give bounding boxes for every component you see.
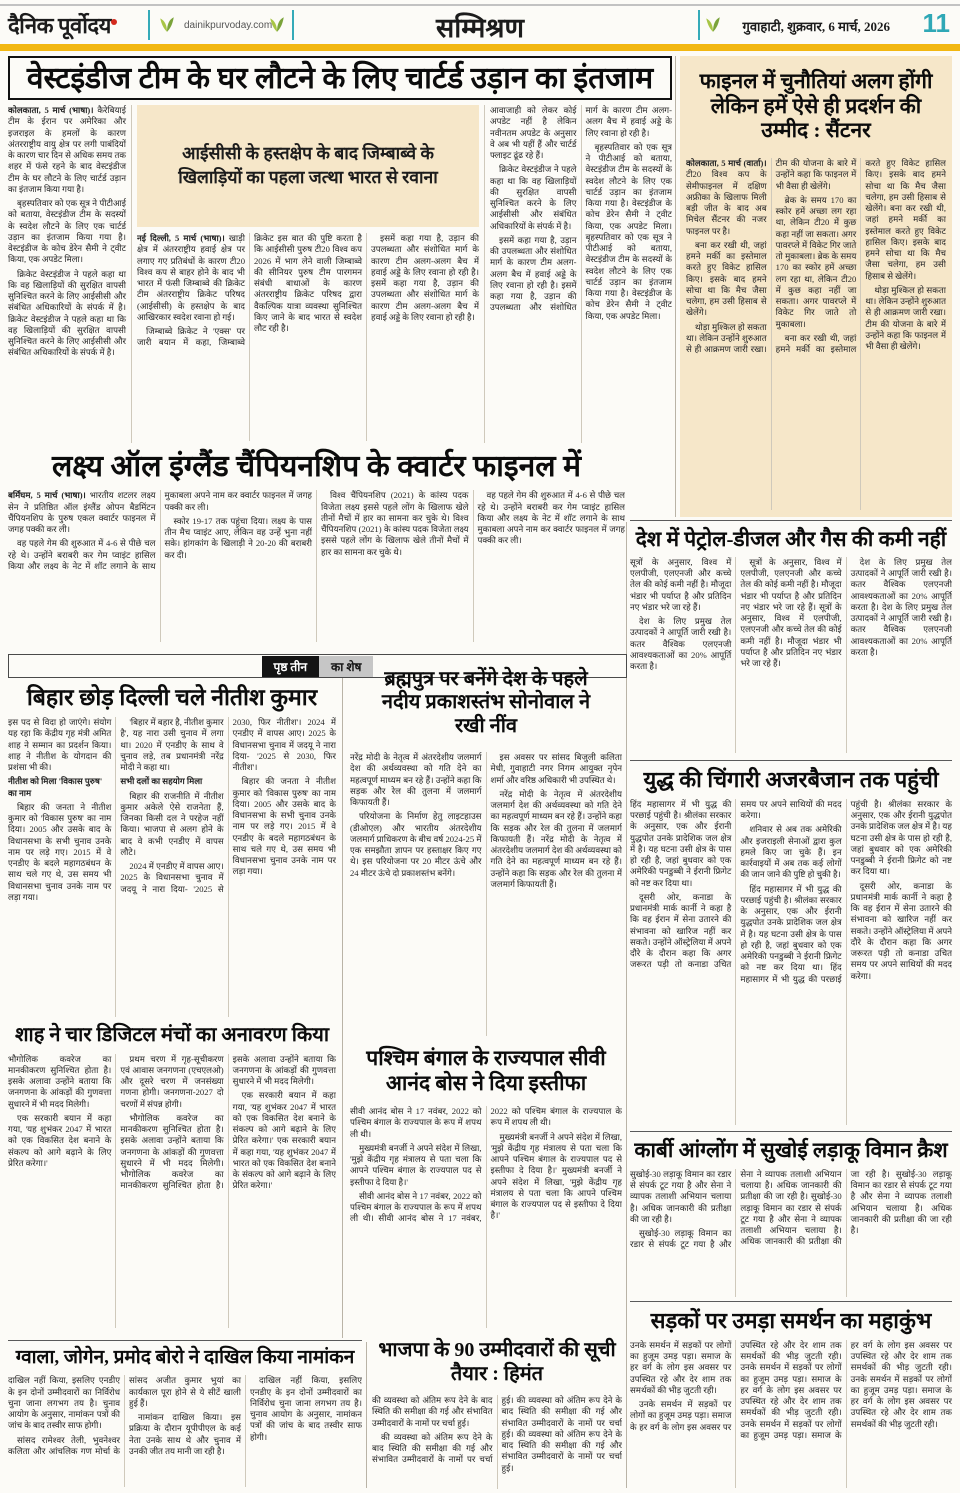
body-paragraph: क्रिकेट वेस्टइंडीज ने पहले कहा था कि वह खिलाड़ियों की सुरक्षित वापसी सुनिश्चित करने के लिए आईसीसी और संबंधित अधिकारियों के संपर्क में है। क्रिकेट वेस्टइंडीज ने पहले कहा था कि वह खिलाड़ियों की सुरक्षित वापसी सुनिश्चित करने के लिए आईसीसी और संबंधित अधिकारियों के संपर्क में है।	[8, 268, 126, 358]
article-westindies	[8, 56, 672, 445]
article-lakshya	[8, 447, 625, 650]
article-body-columns	[8, 490, 625, 642]
body-paragraph: ब्रेक के समय 170 का स्कोर हमें अच्छा लग रहा था, लेकिन टी20 में कुछ कहा नहीं जा सकता। अगर पावरप्ले में विकेट गिर जाते तो मुकाबला। ब्रेक के समय 170 का स्कोर हमें अच्छा लग रहा था, लेकिन टी20 में कुछ कहा नहीं जा सकता। अगर पावरप्ले में विकेट गिर जाते तो मुकाबला।	[775, 194, 857, 329]
section-title: सम्मिश्रण	[435, 13, 525, 43]
body-paragraph: आवाजाही को लेकर कोई अपडेट नहीं है लेकिन नवीनतम अपडेट के अनुसार वे अब भी यहीं हैं और चार्टर्ड फ्लाइट ढूंढ रहे हैं।	[490, 105, 577, 160]
body-paragraph: बृहस्पतिवार को एक सूत्र ने पीटीआई को बताया, वेस्टइंडीज टीम के सदस्यों के स्वदेश लौटने के लिए एक चार्टर्ड उड़ान का इंतजाम किया गया है। वेस्टइंडीज के कोच डेरेन सैमी ने ट्वीट किया, एक अपडेट मिला। बृहस्पतिवार को एक सूत्र ने पीटीआई को बताया, वेस्टइंडीज टीम के सदस्यों के स्वदेश लौटने के लिए एक चार्टर्ड उड़ान का इंतजाम किया गया है। वेस्टइंडीज के कोच डेरेन सैमी ने ट्वीट किया, एक अपडेट मिला।	[585, 141, 672, 321]
headline-nominations: ग्वाला, जोगेन, प्रमोद बोरो ने दाखिल किया नामांकन	[15, 1347, 355, 1368]
body-paragraph: नरेंद्र मोदी के नेतृत्व में अंतरदेशीय जलमार्ग देश की अर्थव्यवस्था को गति देने का महत्वपूर्ण माध्यम बन रहे हैं। उन्होंने कहा कि सड़क और रेल की तुलना में जलमार्ग किफायती हैं। नरेंद्र मोदी के नेतृत्व में अंतरदेशीय जलमार्ग देश की अर्थव्यवस्था को गति देने का महत्वपूर्ण माध्यम बन रहे हैं। उन्होंने कहा कि सड़क और रेल की तुलना में जलमार्ग किफायती हैं।	[490, 788, 622, 889]
headline-nitish: बिहार छोड़ दिल्ली चले नीतीश कुमार	[26, 685, 318, 710]
body-paragraph: इसमें कहा गया है, उड़ान की उपलब्धता और संशोधित मार्ग के कारण टीम अलग-अलग बैच में हवाई अड्डे के लिए रवाना हो रही है। इसमें कहा गया है, उड़ान की उपलब्धता और संशोधित मार्ग के कारण टीम अलग-अलग बैच में हवाई अड्डे के लिए रवाना हो रही है।	[371, 233, 479, 322]
column-divider	[366, 1342, 367, 1488]
article-bengal-governor	[350, 1042, 622, 1333]
divider	[292, 10, 294, 40]
article-nominations	[8, 1340, 362, 1491]
article-body-columns	[8, 1375, 362, 1487]
headline-lakshya: लक्ष्य ऑल इंग्लैंड चैंपियनशिप के क्वार्टर फाइनल में	[51, 450, 582, 483]
sub-headline: नीतीश को मिला 'विकास पुरुष' का नाम	[8, 776, 103, 798]
article-middle-zone	[132, 105, 484, 443]
body-paragraph: बना कर रखी थी, जहां हमने मर्की का इस्तेमाल करते हुए विकेट हासिल किए। इसके बाद हमने सोचा था कि मैच जैसा चलेगा, हम उसी हिसाब से खेलेंगे।	[686, 239, 767, 318]
headline-bjp-list: भाजपा के 90 उम्मीदवारों की सूची तैयार : हिमंत	[378, 1339, 616, 1385]
article-petrol	[630, 520, 952, 757]
article-body-columns	[372, 1395, 622, 1489]
body-paragraph: बना कर रखी थी, जहां हमने मर्की का इस्तेमाल करते हुए विकेट हासिल किए। इसके बाद हमने सोचा था कि मैच जैसा चलेगा, हम उसी हिसाब से खेलेंगे। बना कर रखी थी, जहां हमने मर्की का इस्तेमाल करते हुए विकेट हासिल किए। इसके बाद हमने सोचा था कि मैच जैसा चलेगा, हम उसी हिसाब से खेलेंगे।	[775, 158, 946, 354]
body-paragraph: दूसरी ओर, कनाडा के प्रधानमंत्री मार्क कार्नी ने कहा है कि वह ईरान में सेना उतारने की संभावना को खारिज नहीं कर सकते। उन्होंने ऑस्ट्रेलिया में अपने दौरे के दौरान कहा कि अगर जरूरत पड़ी तो कनाडा उचित समय पर अपने साथियों की मदद करेगा।	[850, 880, 952, 981]
body-paragraph: थोड़ा मुश्किल हो सकता था। लेकिन उन्होंने शुरुआत से ही आक्रमण जारी रखा। टीम की योजना के बारे में उन्होंने कहा कि फाइनल में भी वैसा ही खेलेंगे।	[865, 284, 946, 351]
article-support-rally	[630, 1301, 952, 1491]
body-paragraph	[686, 158, 767, 237]
headline-shah: शाह ने चार डिजिटल मंचों का अनावरण किया	[14, 1024, 330, 1046]
body-paragraph	[8, 490, 156, 535]
body-paragraph: उनके समर्थन में सड़कों पर लोगों का हुजूम उमड़ पड़ा। समाज के हर वर्ग के लोग इस अवसर पर उपस्थित रहे और देर शाम तक समर्थकों की भीड़ जुटती रही। उनके समर्थन में सड़कों पर लोगों का हुजूम उमड़ पड़ा। समाज के हर वर्ग के लोग इस अवसर पर उपस्थित रहे और देर शाम तक समर्थकों की भीड़ जुटती रही। उनके समर्थन में सड़कों पर लोगों का हुजूम उमड़ पड़ा। समाज के हर वर्ग के लोग इस अवसर पर उपस्थित रहे और देर शाम तक समर्थकों की भीड़ जुटती रही। उनके समर्थन में सड़कों पर लोगों का हुजूम उमड़ पड़ा। समाज के हर वर्ग के लोग इस अवसर पर उपस्थित रहे और देर शाम तक समर्थकों की भीड़ जुटती रही।	[630, 1339, 952, 1440]
headline-petrol: देश में पेट्रोल-डीजल और गैस की कमी नहीं	[635, 527, 947, 551]
body-paragraph	[137, 233, 245, 323]
divider	[148, 10, 150, 40]
dateline: कोलकाता, 5 मार्च (वार्ता)।	[686, 158, 767, 168]
body-paragraph: हिंद महासागर में भी युद्ध की परछाई पहुंची है। श्रीलंका सरकार के अनुसार, एक और ईरानी युद्धपोत उनके प्रादेशिक जल क्षेत्र में है। यह घटना उसी क्षेत्र के पास हो रही है, जहां बुधवार को एक अमेरिकी पनडुब्बी ने ईरानी फ्रिगेट को नष्ट कर दिया था। हिंद महासागर में भी युद्ध की परछाई पहुंची है। श्रीलंका सरकार के अनुसार, एक और ईरानी युद्धपोत उनके प्रादेशिक जल क्षेत्र में है। यह घटना उसी क्षेत्र के पास हो रही है, जहां बुधवार को एक अमेरिकी पनडुब्बी ने ईरानी फ्रिगेट को नष्ट कर दिया था।	[740, 798, 952, 984]
headline-westindies: वेस्टइंडीज टीम के घर लौटने के लिए चार्टर्ड उड़ान का इंतजाम	[8, 56, 672, 100]
body-paragraph: 'बिहार में बहार है, नीतीश कुमार है', यह नारा उसी चुनाव में लगा था। 2020 में एनडीए के साथ वे चुनाव लड़े, तब प्रधानमंत्री नरेंद्र मोदी ने कहा था।	[120, 717, 224, 773]
body-paragraph: की व्यवस्था को अंतिम रूप देने के बाद स्थिति की समीक्षा की गई और संभावित उम्मीदवारों के नामों पर चर्चा हुई।	[372, 1395, 493, 1428]
masthead-accent-bar	[0, 44, 960, 51]
body-paragraph: मुख्यमंत्री बनर्जी ने अपने संदेश में लिखा, 'मुझे केंद्रीय गृह मंत्रालय से पता चला कि आपने पश्चिम बंगाल के राज्यपाल पद से इस्तीफा दे दिया है।' मुख्यमंत्री बनर्जी ने अपने संदेश में लिखा, 'मुझे केंद्रीय गृह मंत्रालय से पता चला कि आपने पश्चिम बंगाल के राज्यपाल पद से इस्तीफा दे दिया है।'	[490, 1131, 622, 1221]
article-body-columns	[8, 717, 336, 1017]
body-paragraph: उनके समर्थन में सड़कों पर लोगों का हुजूम उमड़ पड़ा। समाज के हर वर्ग के लोग इस अवसर पर उपस्थित रहे और देर शाम तक समर्थकों की भीड़ जुटती रही।	[630, 1339, 732, 1395]
headline-yuddh: युद्ध की चिंगारी अजरबैजान तक पहुंची	[643, 767, 939, 792]
article-body-columns	[137, 233, 479, 441]
body-paragraph: इस अवसर पर सांसद बिजुली कलिता मेधी, गुवाहाटी नगर निगम आयुक्त नृपेन शर्मा और वरिष्ठ अधिकारी भी उपस्थित थे।	[490, 752, 622, 785]
article-body-columns	[630, 1340, 952, 1488]
headline-santner: फाइनल में चुनौतियां अलग होंगी लेकिन हमें ऐसे ही प्रदर्शन की उम्मीद : सैंटनर	[699, 68, 933, 143]
body-paragraph: एक सरकारी बयान में कहा गया, 'यह शुभंकर 2047 में भारत को एक विकसित देश बनाने के संकल्प को आगे बढ़ाने के लिए प्रेरित करेगा।'	[8, 1112, 112, 1168]
column-divider	[342, 660, 343, 1338]
body-paragraph: देश के लिए प्रमुख तेल उत्पादकों ने आपूर्ति जारी रखी है। कतर वैश्विक एलएनजी आवश्यकताओं का 20% आपूर्ति करता है।	[630, 616, 732, 672]
body-paragraph: क्रिकेट वेस्टइंडीज ने पहले कहा था कि वह खिलाड़ियों की सुरक्षित वापसी सुनिश्चित करने के लिए आईसीसी और संबंधित अधिकारियों के संपर्क में है।	[490, 164, 577, 231]
body-paragraph: बृहस्पतिवार को एक सूत्र ने पीटीआई को बताया, वेस्टइंडीज टीम के सदस्यों के स्वदेश लौटने के लिए एक चार्टर्ड उड़ान का इंतजाम किया गया है। वेस्टइंडीज के कोच डेरेन सैमी ने ट्वीट किया, एक अपडेट मिला।	[8, 198, 126, 265]
divider	[698, 10, 700, 40]
lead-text: खाड़ी क्षेत्र में अंतरराष्ट्रीय हवाई क्षेत्र पर लगाए गए प्रतिबंधों के कारण टी20 विश्व कप से बाहर होने के बाद भी भारत में फंसी जिम्बाब्वे की क्रिकेट टीम अंतरराष्ट्रीय क्रिकेट परिषद (आईसीसी) के हस्तक्षेप के बाद आखिरकार स्वदेश रवाना हो गई।	[137, 233, 245, 322]
article-body-column	[8, 105, 132, 443]
body-paragraph: भौगोलिक कवरेज का मानकीकरण सुनिश्चित होता है। इसके अलावा उन्होंने बताया कि जनगणना के आंकड़ों की गुणवत्ता सुधारने में भी मदद मिलेगी। भौगोलिक कवरेज का मानकीकरण सुनिश्चित होता है। इसके अलावा उन्होंने बताया कि जनगणना के आंकड़ों की गुणवत्ता सुधारने में भी मदद मिलेगी।	[120, 1053, 336, 1191]
leaf-icon	[704, 14, 722, 34]
lead-text: कैरेबियाई टीम के ईरान पर अमेरिका और इजराइल के हमलों के कारण अंतरराष्ट्रीय वायु क्षेत्र पर लगी पाबंदियों के कारण चार दिन से अधिक समय तक शहर में फंसे रहने के बाद वेस्टइंडीज टीम के घर लौटने के लिए चार्टर्ड उड़ान का इंतजाम किया गया है।	[8, 105, 126, 194]
body-paragraph: दाखिल नहीं किया, इसलिए एनडीए के इन दोनों उम्मीदवारों का निर्विरोध चुना जाना लगभग तय है। चुनाव आयोग के अनुसार, नामांकन पत्रों की जांच के बाद तस्वीर साफ होगी।	[8, 1375, 120, 1431]
body-paragraph: सीवी आनंद बोस ने 17 नवंबर, 2022 को पश्चिम बंगाल के राज्यपाल के रूप में शपथ ली थी।	[350, 1106, 482, 1139]
article-body-columns	[8, 1054, 336, 1328]
body-paragraph: सूत्रों के अनुसार, विश्व में एलपीजी, एलएनजी और कच्चे तेल की कोई कमी नहीं है। मौजूदा भंडार भी पर्याप्त है और प्रतिदिन नए भंडार भरे जा रहे हैं। सूत्रों के अनुसार, विश्व में एलपीजी, एलएनजी और कच्चे तेल की कोई कमी नहीं है। मौजूदा भंडार भी पर्याप्त है और प्रतिदिन नए भंडार भरे जा रहे हैं।	[740, 556, 842, 669]
paper-name-text: दैनिक पूर्वोदय	[8, 13, 111, 38]
body-paragraph: हिंद महासागर में भी युद्ध की परछाई पहुंची है। श्रीलंका सरकार के अनुसार, एक और ईरानी युद्धपोत उनके प्रादेशिक जल क्षेत्र में है। यह घटना उसी क्षेत्र के पास हो रही है, जहां बुधवार को एक अमेरिकी पनडुब्बी ने ईरानी फ्रिगेट को नष्ट कर दिया था।	[630, 798, 732, 888]
body-paragraph: वह पहले गेम की शुरुआत में 4-6 से पीछे चल रहे थे। उन्होंने बराबरी कर गेम प्वाइंट हासिल किया और लक्ष्य के नेट में शॉट लगाने के साथ मुकाबला अपने नाम कर क्वार्टर फाइनल में जगह पक्की कर ली।	[8, 490, 312, 571]
article-brahmaputra	[350, 660, 622, 1038]
article-body-columns	[484, 105, 672, 443]
leaf-icon	[268, 14, 286, 34]
page-number: 11	[922, 8, 950, 38]
article-body-columns	[350, 752, 622, 1036]
article-nitish	[8, 682, 336, 1020]
article-shah	[8, 1022, 336, 1333]
column-divider	[675, 56, 676, 517]
article-yuddh	[630, 760, 952, 1128]
body-paragraph: सूत्रों के अनुसार, विश्व में एलपीजी, एलएनजी और कच्चे तेल की कोई कमी नहीं है। मौजूदा भंडार भी पर्याप्त है और प्रतिदिन नए भंडार भरे जा रहे हैं।	[630, 556, 732, 612]
sub-headline: सभी दलों का सहयोग मिला	[120, 776, 203, 787]
body-paragraph: सुखोई-30 लड़ाकू विमान का रडार से संपर्क टूट गया है और सेना ने व्यापक तलाशी अभियान चलाया है। अधिक जानकारी की प्रतीक्षा की जा रही है। सुखोई-30 लड़ाकू विमान का रडार से संपर्क टूट गया है और सेना ने व्यापक तलाशी अभियान चलाया है। अधिक जानकारी की प्रतीक्षा की जा रही है। सुखोई-30 लड़ाकू विमान का रडार से संपर्क टूट गया है और सेना ने व्यापक तलाशी अभियान चलाया है। अधिक जानकारी की प्रतीक्षा की जा रही है।	[630, 1168, 952, 1250]
masthead	[0, 8, 960, 44]
headline-bengal-governor: पश्चिम बंगाल के राज्यपाल सीवी आनंद बोस ने दिया इस्तीफा	[366, 1046, 606, 1095]
body-paragraph: भौगोलिक कवरेज का मानकीकरण सुनिश्चित होता है। इसके अलावा उन्होंने बताया कि जनगणना के आंकड़ों की गुणवत्ता सुधारने में भी मदद मिलेगी।	[8, 1053, 112, 1109]
edition-dateline: गुवाहाटी, शुक्रवार, 6 मार्च, 2026	[742, 19, 890, 34]
body-paragraph: सुखोई-30 लड़ाकू विमान का रडार से संपर्क टूट गया है और सेना ने व्यापक तलाशी अभियान चलाया है। अधिक जानकारी की प्रतीक्षा की जा रही है।	[630, 1168, 732, 1224]
body-paragraph: इसमें कहा गया है, उड़ान की उपलब्धता और संशोधित मार्ग के कारण टीम अलग-अलग बैच में हवाई अड्डे के लिए रवाना हो रही है। इसमें कहा गया है, उड़ान की उपलब्धता और संशोधित मार्ग के कारण टीम अलग-अलग बैच में हवाई अड्डे के लिए रवाना हो रही है।	[490, 105, 672, 313]
lead-text: टी20 विश्व कप के सेमीफाइनल में दक्षिण अफ्रीका के खिलाफ मिली बड़ी जीत के बाद अब मिचेल सैंटनर की नजर फाइनल पर है।	[686, 169, 767, 236]
leaf-icon	[158, 14, 176, 34]
body-paragraph: एक सरकारी बयान में कहा गया, 'यह शुभंकर 2047 में भारत को एक विकसित देश बनाने के संकल्प को आगे बढ़ाने के लिए प्रेरित करेगा।' एक सरकारी बयान में कहा गया, 'यह शुभंकर 2047 में भारत को एक विकसित देश बनाने के संकल्प को आगे बढ़ाने के लिए प्रेरित करेगा।'	[232, 1090, 336, 1191]
logo-dot	[111, 19, 117, 25]
continued-page-label: पृष्ठ तीन	[262, 656, 320, 677]
body-paragraph: नरेंद्र मोदी के नेतृत्व में अंतरदेशीय जलमार्ग देश की अर्थव्यवस्था को गति देने का महत्वपूर्ण माध्यम बन रहे हैं। उन्होंने कहा कि सड़क और रेल की तुलना में जलमार्ग किफायती हैं।	[350, 752, 482, 807]
body-paragraph: दाखिल नहीं किया, इसलिए एनडीए के इन दोनों उम्मीदवारों का निर्विरोध चुना जाना लगभग तय है। चुनाव आयोग के अनुसार, नामांकन पत्रों की जांच के बाद तस्वीर साफ होगी।	[250, 1375, 362, 1442]
article-body-columns	[630, 557, 952, 753]
body-paragraph: परियोजना के निर्माण हेतु लाइटहाउस (डीओएल) और भारतीय अंतरदेशीय जलमार्ग प्राधिकरण के बीच वर्ष 2024-25 में एक समझौता ज्ञापन पर हस्ताक्षर किए गए थे। इस परियोजना पर 20 मीटर ऊंचे और 24 मीटर ऊंचे दो प्रकाशस्तंभ बनेंगे।	[350, 811, 482, 878]
dateline: कोलकाता, 5 मार्च (भाषा)।	[8, 105, 94, 115]
body-paragraph: वह पहले गेम की शुरुआत में 4-6 से पीछे चल रहे थे। उन्होंने बराबरी कर गेम प्वाइंट हासिल किया और लक्ष्य के नेट में शॉट लगाने के साथ मुकाबला अपने नाम कर क्वार्टर फाइनल में जगह पक्की कर ली।	[477, 490, 625, 546]
body-paragraph: देश के लिए प्रमुख तेल उत्पादकों ने आपूर्ति जारी रखी है। कतर वैश्विक एलएनजी आवश्यकताओं का 20% आपूर्ति करता है। देश के लिए प्रमुख तेल उत्पादकों ने आपूर्ति जारी रखी है। कतर वैश्विक एलएनजी आवश्यकताओं का 20% आपूर्ति करता है।	[850, 556, 952, 657]
article-body-columns	[630, 799, 952, 1125]
lead-text: भारतीय शटलर लक्ष्य सेन ने प्रतिष्ठित ऑल इंग्लैंड ओपन बैडमिंटन चैंपियनशिप के पुरुष एकल क्वार्टर फाइनल में जगह पक्की कर ली।	[8, 490, 156, 535]
body-paragraph: सांसद रामेश्वर तेली, भुवनेश्वर कलिता और आंचलिक गण मोर्चा के सांसद अजीत कुमार भुयां का कार्यकाल पूरा होने से ये सीटें खाली हुई हैं।	[8, 1375, 241, 1456]
continued-rest-label: का शेष	[319, 656, 373, 677]
body-paragraph	[8, 105, 126, 195]
body-paragraph: बिहार की जनता ने नीतीश कुमार को 'विकास पुरुष' का नाम दिया। 2005 और उसके बाद के विधानसभा के सभी चुनाव उनके नाम पर लड़े गए। 2015 में वे एनडीए के बदले महागठबंधन के साथ चले गए थे, उस समय भी विधानसभा चुनाव उनके नाम पर लड़ा गया।	[232, 776, 336, 877]
dateline: बर्मिंघम, 5 मार्च (भाषा)।	[8, 490, 86, 501]
body-paragraph: मुख्यमंत्री बनर्जी ने अपने संदेश में लिखा, 'मुझे केंद्रीय गृह मंत्रालय से पता चला कि आपने पश्चिम बंगाल के राज्यपाल पद से इस्तीफा दे दिया है।'	[350, 1142, 482, 1187]
article-bjp-list	[372, 1335, 622, 1491]
article-body-columns	[686, 158, 946, 510]
body-paragraph: शनिवार से अब तक अमेरिकी और इजराइली सेनाओं द्वारा कुल हमले किए जा चुके हैं। इन कार्रवाइयों में अब तक कई लोगों की जान जाने की पुष्टि हो चुकी है।	[740, 824, 842, 880]
body-paragraph: की व्यवस्था को अंतिम रूप देने के बाद स्थिति की समीक्षा की गई और संभावित उम्मीदवारों के नामों पर चर्चा हुई। की व्यवस्था को अंतिम रूप देने के बाद स्थिति की समीक्षा की गई और संभावित उम्मीदवारों के नामों पर चर्चा हुई। की व्यवस्था को अंतिम रूप देने के बाद स्थिति की समीक्षा की गई और संभावित उम्मीदवारों के नामों पर चर्चा हुई।	[372, 1395, 622, 1473]
subheadline-zimbabwe: आईसीसी के हस्तक्षेप के बाद जिम्बाब्वे के खिलाड़ियों का पहला जत्था भारत से रवाना	[137, 105, 479, 227]
body-paragraph: थोड़ा मुश्किल हो सकता था। लेकिन उन्होंने शुरुआत से ही आक्रमण जारी रखा। टीम की योजना के बारे में उन्होंने कहा कि फाइनल में भी वैसा ही खेलेंगे।	[686, 158, 857, 354]
article-body-columns	[630, 1169, 952, 1297]
article-karbi-crash	[630, 1131, 952, 1300]
headline-brahmaputra: ब्रह्मपुत्र पर बनेंगे देश के पहले नदीय प्रकाशस्तंभ सोनोवाल ने रखी नींव	[381, 667, 591, 737]
body-paragraph: जिम्बाब्वे क्रिकेट ने 'एक्स' पर जारी बयान में कहा, जिम्बाब्वे क्रिकेट इस बात की पुष्टि करता है कि आईसीसी पुरुष टी20 विश्व कप 2026 में भाग लेने वाली जिम्बाब्वे की सीनियर पुरुष टीम पारगमन संबंधी बाधाओं के कारण अंतरराष्ट्रीय क्रिकेट परिषद द्वारा वैकल्पिक यात्रा व्यवस्था सुनिश्चित किए जाने के बाद भारत से स्वदेश लौट रही है।	[137, 233, 362, 348]
body-paragraph: बिहार की राजनीति में नीतीश कुमार अकेले ऐसे राजनेता हैं, जिनका किसी दल ने परहेज नहीं किया। भाजपा से अलग होने के बाद वे कभी एनडीए में वापस लौटे।	[120, 790, 224, 857]
top-rule	[0, 4, 960, 6]
body-paragraph: दूसरी ओर, कनाडा के प्रधानमंत्री मार्क कार्नी ने कहा है कि वह ईरान में सेना उतारने की संभावना को खारिज नहीं कर सकते। उन्होंने ऑस्ट्रेलिया में अपने दौरे के दौरान कहा कि अगर जरूरत पड़ी तो कनाडा उचित समय पर अपने साथियों की मदद करेगा।	[630, 798, 842, 970]
website-link: dainikpurvoday.com	[184, 20, 273, 31]
paper-logo	[8, 10, 117, 40]
body-paragraph: 2024 में एनडीए में वापस आए। 2025 के विधानसभा चुनाव में जदयू ने नारा दिया- '2025 से 2030, फिर नीतीश'। 2024 में एनडीए में वापस आए। 2025 के विधानसभा चुनाव में जदयू ने नारा दिया- '2025 से 2030, फिर नीतीश'।	[120, 717, 336, 894]
headline-support-rally: सड़कों पर उमड़ा समर्थन का महाकुंभ	[650, 1308, 932, 1333]
body-paragraph: सीवी आनंद बोस ने 17 नवंबर, 2022 को पश्चिम बंगाल के राज्यपाल के रूप में शपथ ली थी। सीवी आनंद बोस ने 17 नवंबर, 2022 को पश्चिम बंगाल के राज्यपाल के रूप में शपथ ली थी।	[350, 1106, 622, 1224]
body-paragraph: स्कोर 19-17 तक पहुंचा दिया। लक्ष्य के पास तीन मैच प्वाइंट आए, लेकिन वह उन्हें भुना नहीं सके। हांगकांग के खिलाड़ी ने 20-20 की बराबरी कर दी।	[164, 515, 312, 560]
body-paragraph: बिहार की जनता ने नीतीश कुमार को 'विकास पुरुष' का नाम दिया। 2005 और उसके बाद के विधानसभा के सभी चुनाव उनके नाम पर लड़े गए। 2015 में वे एनडीए के बदले महागठबंधन के साथ चले गए थे, उस समय भी विधानसभा चुनाव उनके नाम पर लड़ा गया।	[8, 801, 112, 902]
body-paragraph: प्रथम चरण में गृह-सूचीकरण एवं आवास जनगणना (एचएलओ) और दूसरे चरण में जनसंख्या गणना होगी। जनगणना-2027 दो चरणों में संपन्न होगी।	[120, 1053, 224, 1109]
article-body-columns	[350, 1106, 622, 1328]
dateline: नई दिल्ली, 5 मार्च (भाषा)।	[137, 233, 225, 243]
headline-karbi-crash: कार्बी आंग्लोंग में सुखोई लड़ाकू विमान क्रैश	[634, 1138, 948, 1162]
body-paragraph: इस पद से विदा हो जाएंगे। संयोग यह रहा कि केंद्रीय गृह मंत्री अमित शाह ने सम्मान का प्रदर्शन किया। शाह ने नीतीश के योगदान की प्रशंसा भी की।	[8, 717, 112, 773]
body-paragraph: नामांकन दाखिल किया। इस प्रक्रिया के दौरान यूपीपीएल के कई नेता उनके साथ थे और चुनाव में उनकी जीत तय मानी जा रही है।	[129, 1412, 241, 1456]
article-santner	[680, 56, 952, 517]
body-paragraph: विश्व चैंपियनशिप (2021) के कांस्य पदक विजेता लक्ष्य इससे पहले लोंग के खिलाफ खेले तीनों मैचों में हार का सामना कर चुके थे। विश्व चैंपियनशिप (2021) के कांस्य पदक विजेता लक्ष्य इससे पहले लोंग के खिलाफ खेले तीनों मैचों में हार का सामना कर चुके थे।	[321, 490, 469, 557]
